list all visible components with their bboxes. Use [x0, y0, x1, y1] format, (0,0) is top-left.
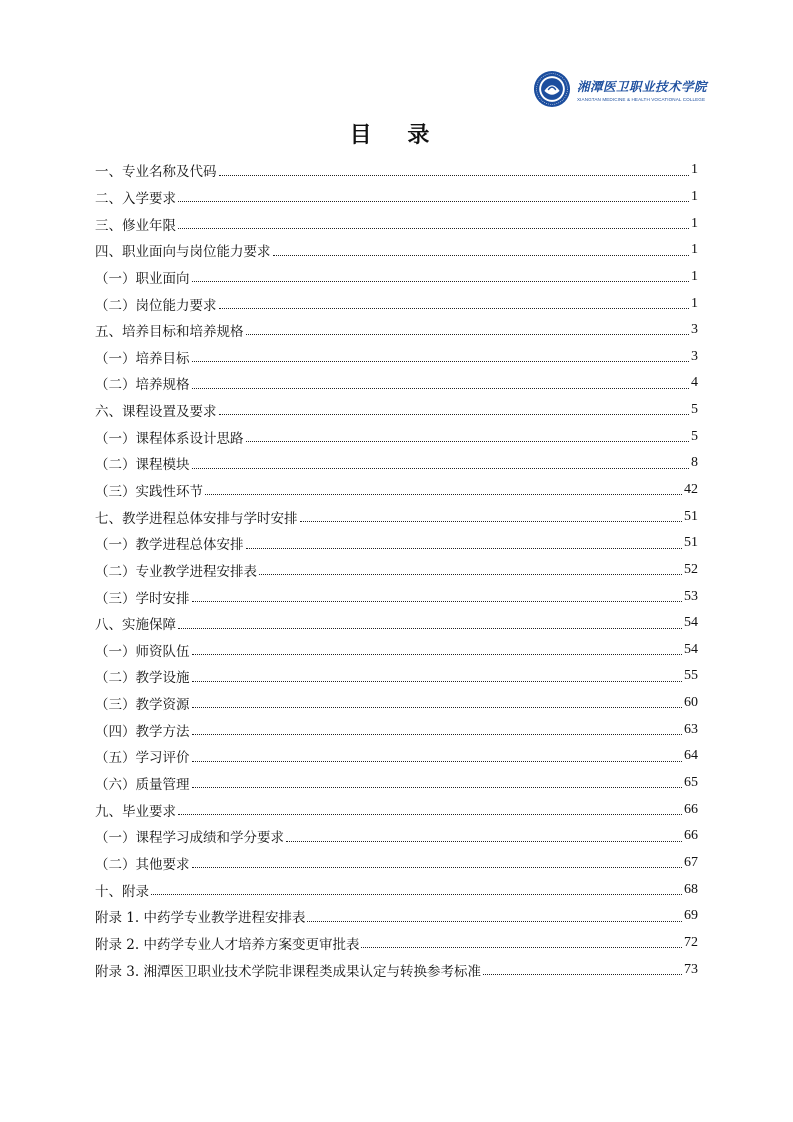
toc-entry-page-number: 63	[684, 721, 698, 737]
toc-entry-title: （一）师资队伍	[95, 643, 190, 660]
toc-entry[interactable]	[95, 956, 698, 983]
toc-leader-dots	[192, 653, 683, 655]
toc-leader-dots	[192, 280, 690, 282]
toc-entry[interactable]	[95, 210, 698, 237]
toc-entry-title: 一、专业名称及代码	[95, 164, 217, 181]
toc-leader-dots	[192, 733, 683, 735]
toc-leader-dots	[192, 387, 690, 389]
toc-entry-title: （一）培养目标	[95, 350, 190, 367]
toc-entry[interactable]	[95, 157, 698, 184]
toc-entry-page-number: 5	[691, 402, 698, 418]
toc-entry[interactable]	[95, 663, 698, 690]
toc-leader-dots	[246, 440, 690, 442]
toc-entry[interactable]	[95, 716, 698, 743]
toc-entry-page-number: 66	[684, 828, 698, 844]
page-title: 目 录	[349, 123, 444, 148]
toc-entry-page-number: 73	[684, 961, 698, 977]
toc-entry[interactable]	[95, 690, 698, 717]
toc-entry[interactable]	[95, 450, 698, 477]
toc-entry[interactable]	[95, 770, 698, 797]
toc-entry-page-number: 51	[684, 535, 698, 551]
toc-entry-title: 九、毕业要求	[95, 803, 176, 820]
toc-entry-title: （二）教学设施	[95, 670, 190, 687]
toc-leader-dots	[273, 254, 690, 256]
toc-entry[interactable]	[95, 477, 698, 504]
toc-leader-dots	[300, 520, 683, 522]
toc-entry-page-number: 5	[691, 428, 698, 444]
toc-entry[interactable]	[95, 903, 698, 930]
toc-entry-title: （一）课程体系设计思路	[95, 430, 244, 447]
toc-entry-page-number: 1	[691, 188, 698, 204]
toc-entry-title: （二）课程模块	[95, 457, 190, 474]
toc-entry-title: 七、教学进程总体安排与学时安排	[95, 510, 298, 527]
toc-entry-title: （一）教学进程总体安排	[95, 537, 244, 554]
toc-entry[interactable]	[95, 876, 698, 903]
toc-entry-title: 五、培养目标和培养规格	[95, 324, 244, 341]
toc-entry-title: （一）职业面向	[95, 270, 190, 287]
toc-entry-page-number: 1	[691, 162, 698, 178]
toc-entry-page-number: 66	[684, 801, 698, 817]
toc-entry-title: （二）其他要求	[95, 856, 190, 873]
toc-entry-title: （四）教学方法	[95, 723, 190, 740]
toc-entry-page-number: 42	[684, 482, 698, 497]
toc-entry[interactable]	[95, 290, 698, 317]
toc-entry-title: （三）教学资源	[95, 697, 190, 714]
toc-leader-dots	[192, 760, 683, 762]
logo-chinese-name: 湘潭医卫职业技术学院	[577, 78, 708, 94]
toc-entry-page-number: 3	[691, 322, 698, 338]
toc-entry-page-number: 8	[691, 455, 698, 471]
college-seal-icon	[533, 70, 571, 108]
toc-entry[interactable]	[95, 796, 698, 823]
toc-leader-dots	[286, 840, 682, 842]
toc-entry-page-number: 1	[691, 295, 698, 311]
college-logo	[533, 70, 713, 108]
toc-entry-title: （二）专业教学进程安排表	[95, 563, 257, 580]
toc-leader-dots	[192, 467, 690, 469]
toc-leader-dots	[361, 946, 682, 948]
toc-entry-title: 二、入学要求	[95, 190, 176, 207]
toc-entry-page-number: 54	[684, 615, 698, 631]
toc-entry[interactable]	[95, 370, 698, 397]
toc-entry[interactable]	[95, 743, 698, 770]
toc-entry-page-number: 54	[684, 641, 698, 657]
toc-leader-dots	[192, 706, 683, 708]
toc-entry-title: （六）质量管理	[95, 777, 190, 794]
toc-entry[interactable]	[95, 530, 698, 557]
toc-entry-title: 十、附录	[95, 883, 149, 900]
toc-leader-dots	[192, 866, 683, 868]
toc-entry-title: 三、修业年限	[95, 217, 176, 234]
toc-entry[interactable]	[95, 184, 698, 211]
toc-entry[interactable]	[95, 343, 698, 370]
toc-leader-dots	[192, 360, 690, 362]
toc-leader-dots	[178, 627, 682, 629]
toc-entry[interactable]	[95, 930, 698, 957]
toc-entry[interactable]	[95, 583, 698, 610]
toc-entry-page-number: 60	[684, 695, 698, 711]
toc-entry[interactable]	[95, 823, 698, 850]
toc-leader-dots	[205, 493, 682, 495]
toc-leader-dots	[307, 920, 682, 922]
toc-leader-dots	[151, 893, 682, 895]
toc-entry-page-number: 1	[691, 242, 698, 258]
toc-entry-title: 八、实施保障	[95, 617, 176, 634]
toc-entry-page-number: 55	[684, 668, 698, 684]
toc-leader-dots	[219, 174, 690, 176]
table-of-contents	[95, 157, 698, 983]
toc-entry-page-number: 67	[684, 854, 698, 870]
toc-entry[interactable]	[95, 610, 698, 637]
toc-entry[interactable]	[95, 423, 698, 450]
toc-leader-dots	[178, 200, 689, 202]
toc-entry-title: 六、课程设置及要求	[95, 404, 217, 421]
toc-entry-page-number: 52	[684, 561, 698, 577]
toc-entry-page-number: 1	[691, 215, 698, 231]
toc-entry-title: （三）实践性环节	[95, 484, 203, 500]
toc-entry-page-number: 69	[684, 908, 698, 924]
toc-entry[interactable]	[95, 397, 698, 424]
toc-entry-title: （五）学习评价	[95, 750, 190, 767]
toc-entry-title: 四、职业面向与岗位能力要求	[95, 244, 271, 261]
toc-entry-page-number: 53	[684, 588, 698, 604]
toc-entry-page-number: 65	[684, 775, 698, 791]
toc-entry-title: （三）学时安排	[95, 590, 190, 607]
toc-leader-dots	[259, 573, 682, 575]
toc-entry-title: （二）岗位能力要求	[95, 297, 217, 314]
toc-leader-dots	[246, 333, 690, 335]
toc-entry-title: 附录 2. 中药学专业人才培养方案变更审批表	[95, 936, 360, 953]
toc-leader-dots	[246, 547, 683, 549]
toc-entry-page-number: 4	[691, 375, 698, 391]
toc-entry-title: （一）课程学习成绩和学分要求	[95, 830, 284, 847]
toc-entry[interactable]	[95, 850, 698, 877]
toc-leader-dots	[483, 973, 682, 975]
toc-entry-page-number: 3	[691, 348, 698, 364]
toc-leader-dots	[178, 227, 689, 229]
toc-leader-dots	[219, 307, 690, 309]
toc-entry-page-number: 51	[684, 508, 698, 524]
toc-entry-title: 附录 1. 中药学专业教学进程安排表	[95, 910, 306, 927]
toc-entry[interactable]	[95, 264, 698, 291]
toc-entry-page-number: 1	[691, 268, 698, 284]
toc-leader-dots	[178, 813, 682, 815]
toc-leader-dots	[219, 413, 690, 415]
toc-leader-dots	[192, 680, 683, 682]
toc-leader-dots	[192, 600, 683, 602]
toc-entry-page-number: 72	[684, 934, 698, 950]
toc-entry[interactable]	[95, 317, 698, 344]
logo-english-name: XIANGTAN MEDICINE & HEALTH VOCATIONAL COLLEGE	[577, 96, 706, 102]
toc-entry-page-number: 68	[684, 881, 698, 897]
toc-entry[interactable]	[95, 503, 698, 530]
toc-leader-dots	[192, 786, 683, 788]
toc-entry-page-number: 64	[684, 748, 698, 764]
toc-entry-title: 附录 3. 湘潭医卫职业技术学院非课程类成果认定与转换参考标准	[95, 963, 481, 980]
toc-entry[interactable]	[95, 557, 698, 584]
toc-entry-title: （二）培养规格	[95, 377, 190, 394]
toc-entry[interactable]	[95, 237, 698, 264]
toc-entry[interactable]	[95, 637, 698, 664]
